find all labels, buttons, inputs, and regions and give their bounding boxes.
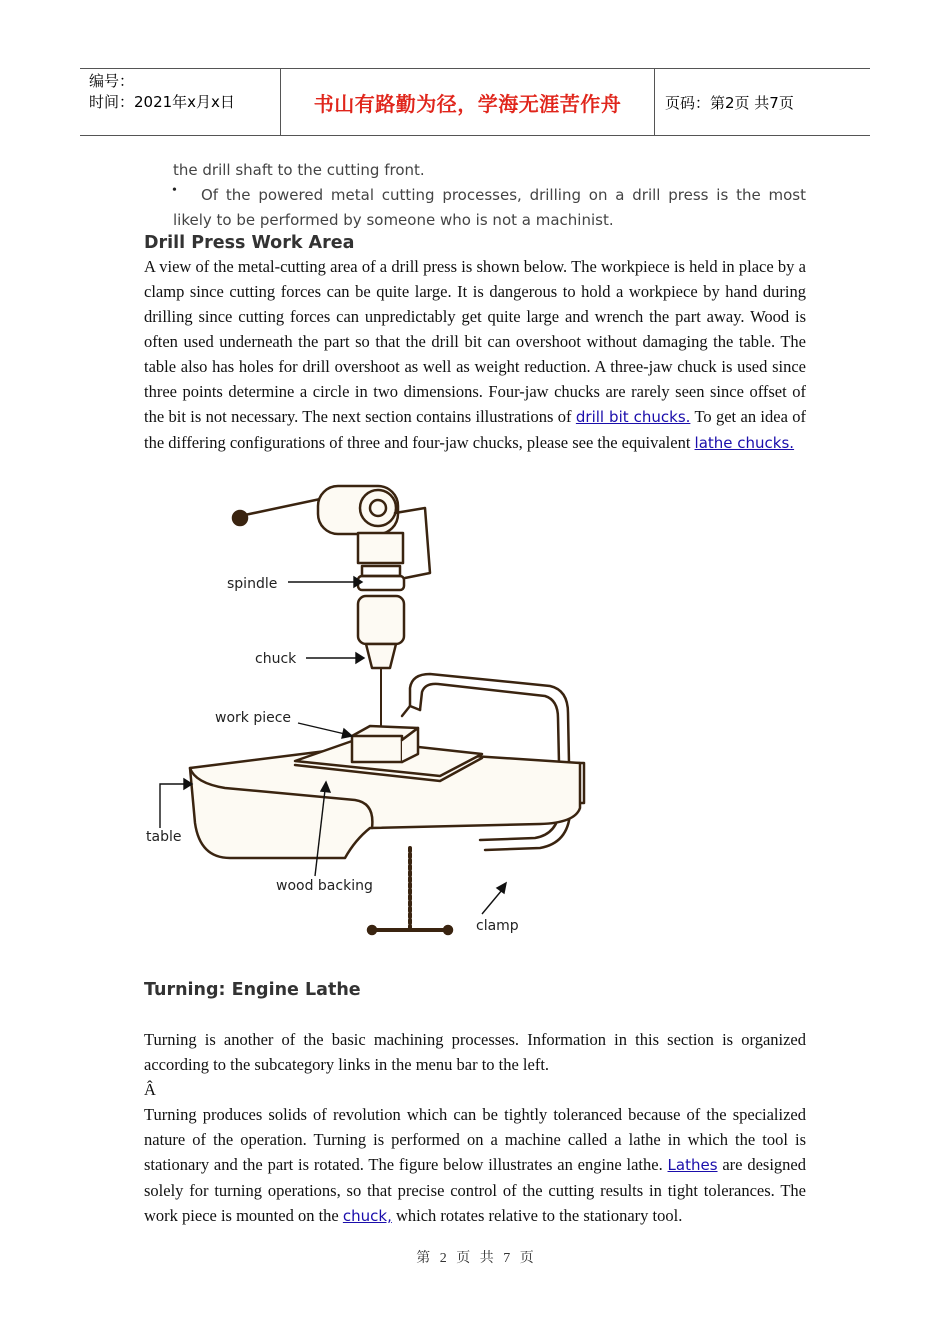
header-motto: 书山有路勤为径，学海无涯苦作舟	[313, 91, 622, 116]
leader-clamp	[482, 890, 502, 914]
handle-knob	[233, 511, 247, 525]
spindle-collar-1	[362, 566, 400, 576]
lathe-paragraph-1: Turning is another of the basic machining processes. Information in this section is organized according to the subcategory links in the menu bar to the left.	[144, 1030, 806, 1074]
leader-work-piece	[298, 723, 345, 734]
label-wood-backing: wood backing	[276, 878, 373, 894]
drill-section	[144, 233, 806, 456]
drill-text-2: To get an idea of the differing configurations of three and four-jaw chucks, please see the equivalent	[144, 407, 806, 452]
bullet-dot: •	[172, 183, 177, 198]
time-label: 时间：2021年x月x日	[89, 93, 235, 111]
label-spindle: spindle	[227, 576, 278, 592]
chuck-link[interactable]: chuck,	[342, 1207, 392, 1225]
chuck-nose	[366, 644, 396, 668]
feed-handle	[240, 498, 325, 516]
leader-table	[160, 784, 184, 828]
stray-character: Â	[144, 1080, 156, 1099]
arrow-chuck	[356, 653, 364, 663]
header-page-info: 页码：第2页 共7页	[665, 93, 794, 112]
drill-paragraph	[144, 254, 806, 456]
label-chuck: chuck	[255, 651, 297, 667]
t-handle-end-right	[444, 926, 452, 934]
header-meta	[80, 69, 281, 135]
quill-housing	[358, 533, 403, 563]
lathe-text-c: which rotates relative to the stationary tool.	[391, 1206, 683, 1225]
section-title-lathe: Turning: Engine Lathe	[144, 980, 361, 1000]
drill-press-figure	[140, 478, 610, 948]
lathe-text-a: Turning produces solids of revolution which can be tightly toleranced because of the specialized nature of the operation. Turning is performed on a machine called a lathe in which the tool is stationary and the part is rotated. The figure below illustrates an engine lathe.	[144, 1105, 806, 1174]
clamp-jaw	[402, 706, 420, 716]
label-table: table	[146, 829, 182, 845]
figure-leaders	[160, 577, 506, 914]
spindle-collar-2	[358, 576, 404, 590]
head-pulley	[360, 490, 396, 526]
drill-text-1: A view of the metal-cutting area of a drill press is shown below. The workpiece is held in place by a clamp since cutting forces can be quite large. It is dangerous to hold a workpiece by hand during drilling since cutting forces can unpredictably get quite large and wrench the part away. Wood is often used underneath the part so that the drill bit can overshoot without damaging the table. The table also has holes for drill overshoot as well as weight reduction. A three-jaw chuck is used since three points determine a circle in two dimensions. Four-jaw chucks are rarely seen since offset of the bit is not necessary. The next section contains illustrations of	[144, 257, 806, 426]
bullet-text: Of the powered metal cutting processes, drilling on a drill press is the most likely to be performed by someone who is not a machinist.	[173, 186, 806, 229]
t-handle-end-left	[368, 926, 376, 934]
lathe-text-b: are designed solely for turning operations, so that precise control of the cutting results in tight tolerances. The work piece is mounted on the	[144, 1155, 806, 1225]
number-label: 编号：	[89, 72, 135, 90]
drill-bit-chucks-link[interactable]: drill bit chucks.	[575, 408, 691, 426]
chuck-body	[358, 596, 404, 644]
arrow-work-piece	[342, 729, 352, 738]
lathe-chucks-link[interactable]: lathe chucks.	[694, 434, 795, 452]
header-motto-cell	[281, 69, 655, 135]
page-footer: 第 2 页 共 7 页	[416, 1251, 534, 1266]
label-clamp: clamp	[476, 918, 519, 934]
lathes-link[interactable]: Lathes	[667, 1156, 718, 1174]
work-piece-front	[352, 736, 402, 762]
lathe-section	[144, 980, 806, 1229]
section-title-drill: Drill Press Work Area	[144, 233, 355, 253]
bullet-continuation: the drill shaft to the cutting front.	[173, 161, 425, 179]
label-work-piece: work piece	[215, 710, 292, 726]
lathe-paragraph-2	[144, 1102, 806, 1229]
page-header	[80, 68, 870, 136]
arrow-clamp	[497, 883, 506, 893]
